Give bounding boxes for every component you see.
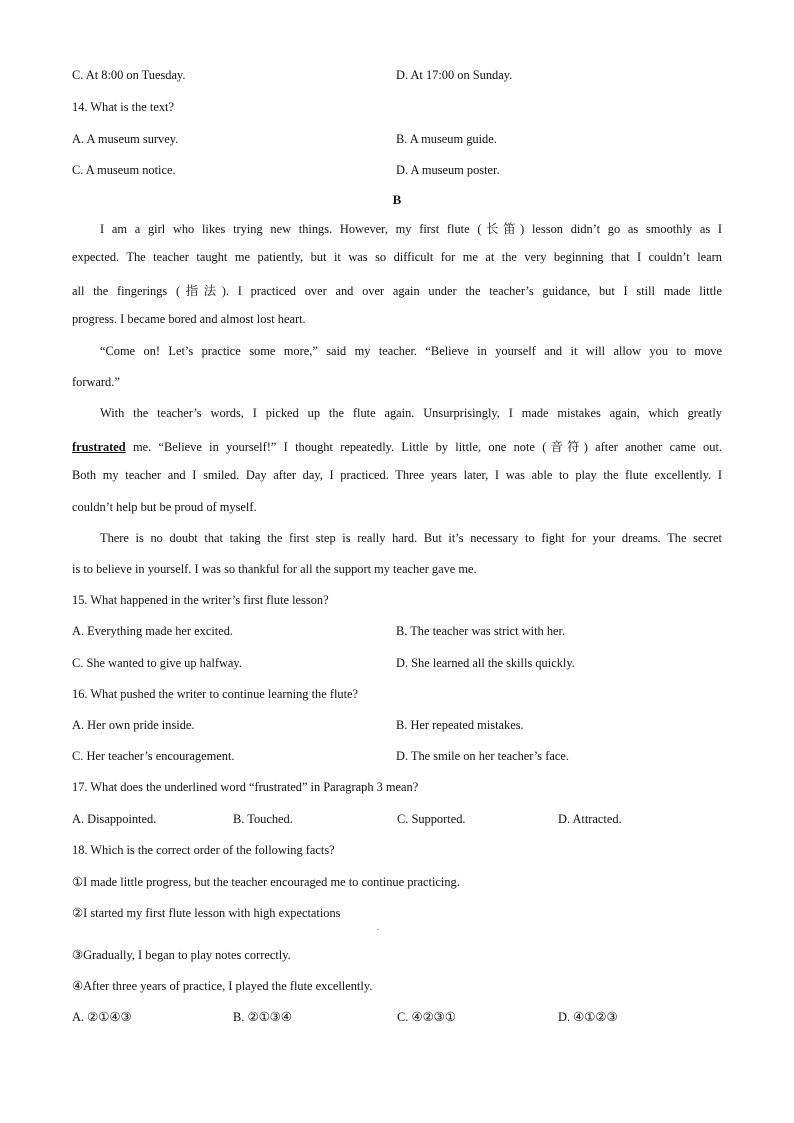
passage-p1-line3: all the fingerings (指法). I practiced over and over again under the teacher’s guidance, but I still made little xyxy=(72,284,722,298)
q14-question: 14. What is the text? xyxy=(72,100,174,114)
q18-option-c: C. ④②③① xyxy=(397,1010,456,1024)
passage-p2-line1: “Come on! Let’s practice some more,” said my teacher. “Believe in yourself and it will allow you to move xyxy=(100,344,722,358)
q18-fact-3: ③Gradually, I began to play notes correctly. xyxy=(72,948,291,962)
q18-fact-4: ④After three years of practice, I played the flute excellently. xyxy=(72,979,373,993)
q16-option-b: B. Her repeated mistakes. xyxy=(396,718,524,732)
passage-p3-line4: couldn’t help but be proud of myself. xyxy=(72,500,257,514)
q17-option-a: A. Disappointed. xyxy=(72,812,157,826)
q15-option-c: C. She wanted to give up halfway. xyxy=(72,656,242,670)
q18-option-a: A. ②①④③ xyxy=(72,1010,132,1024)
passage-p3-line2-rest: me. “Believe in yourself!” I thought repeatedly. Little by little, one note (音符) after another came out. xyxy=(125,440,722,454)
q14-option-d: D. A museum poster. xyxy=(396,163,500,177)
q13-option-c: C. At 8:00 on Tuesday. xyxy=(72,68,186,82)
q14-option-b: B. A museum guide. xyxy=(396,132,497,146)
stray-mark: . xyxy=(377,923,379,932)
passage-p1-line2: expected. The teacher taught me patiently, but it was so difficult for me at the very beginning that I couldn’t learn xyxy=(72,250,722,264)
q15-option-d: D. She learned all the skills quickly. xyxy=(396,656,575,670)
passage-p1-line4: progress. I became bored and almost lost heart. xyxy=(72,312,306,326)
passage-p2-line2: forward.” xyxy=(72,375,120,389)
passage-p3-line3: Both my teacher and I smiled. Day after day, I practiced. Three years later, I was able to play the flute excellently. I xyxy=(72,468,722,482)
q18-option-d: D. ④①②③ xyxy=(558,1010,618,1024)
q13-option-d: D. At 17:00 on Sunday. xyxy=(396,68,513,82)
passage-p3-line2 xyxy=(72,437,722,455)
q18-question: 18. Which is the correct order of the following facts? xyxy=(72,843,335,857)
q17-option-b: B. Touched. xyxy=(233,812,293,826)
q16-option-c: C. Her teacher’s encouragement. xyxy=(72,749,235,763)
q14-option-a: A. A museum survey. xyxy=(72,132,179,146)
underlined-word: frustrated xyxy=(72,440,126,454)
passage-p1-line1: I am a girl who likes trying new things. However, my first flute (长笛) lesson didn’t go as smoothly as I xyxy=(100,222,722,236)
q17-option-c: C. Supported. xyxy=(397,812,466,826)
passage-p4-line1: There is no doubt that taking the first step is really hard. But it’s necessary to fight for your dreams. The secret xyxy=(100,531,722,545)
q15-option-a: A. Everything made her excited. xyxy=(72,624,234,638)
q18-fact-1: ①I made little progress, but the teacher encouraged me to continue practicing. xyxy=(72,875,460,889)
q18-option-b: B. ②①③④ xyxy=(233,1010,292,1024)
section-title: B xyxy=(392,192,402,207)
q16-option-a: A. Her own pride inside. xyxy=(72,718,195,732)
q17-option-d: D. Attracted. xyxy=(558,812,622,826)
q16-question: 16. What pushed the writer to continue learning the flute? xyxy=(72,687,359,701)
q18-fact-2: ②I started my first flute lesson with high expectations xyxy=(72,906,341,920)
passage-p3-line1: With the teacher’s words, I picked up the flute again. Unsurprisingly, I made mistakes again, which greatly xyxy=(100,406,722,420)
q17-question: 17. What does the underlined word “frustrated” in Paragraph 3 mean? xyxy=(72,780,419,794)
q14-option-c: C. A museum notice. xyxy=(72,163,176,177)
q15-option-b: B. The teacher was strict with her. xyxy=(396,624,566,638)
q15-question: 15. What happened in the writer’s first flute lesson? xyxy=(72,593,329,607)
passage-p4-line2: is to believe in yourself. I was so thankful for all the support my teacher gave me. xyxy=(72,562,477,576)
q16-option-d: D. The smile on her teacher’s face. xyxy=(396,749,569,763)
